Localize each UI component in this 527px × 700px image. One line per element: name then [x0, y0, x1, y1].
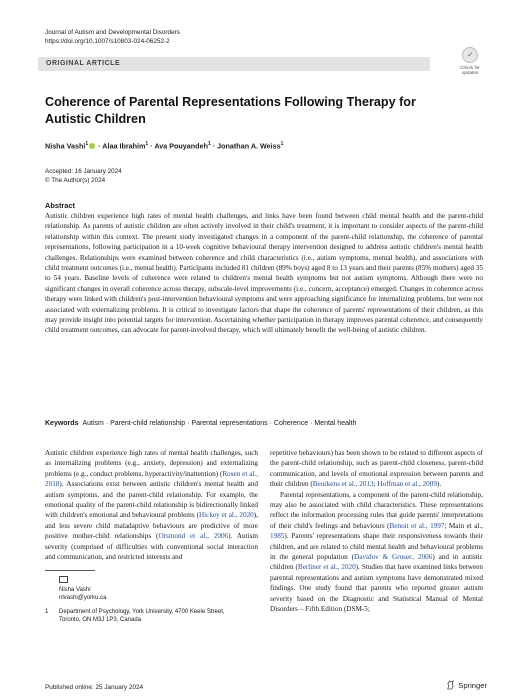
body-text: ). Studies that have examined links between parental representations and autism symptoms have demonstrated mixed findings. One study found that parents who reported greater autism severity based on the Diagnostic and Statistical Manual of Mental Disorders – Fifth Edition (DSM-5;: [270, 563, 483, 614]
body-column-left: [45, 448, 258, 562]
affiliation-text: Department of Psychology, York University, 4700 Keele Street, Toronto, ON M3J 1P3, Canada: [59, 609, 225, 623]
article-title: Coherence of Parental Representations Following Therapy for Autistic Children: [45, 95, 416, 126]
citation-link[interactable]: Beurkens et al., 2013: [312, 480, 374, 489]
abstract-heading: Abstract: [45, 201, 75, 210]
article-dates: [45, 167, 122, 185]
contact-name: Nisha Vashi: [59, 587, 91, 593]
footnote: [45, 576, 245, 630]
journal-doi[interactable]: https://doi.org/10.1007/s10803-024-06252-2: [45, 38, 170, 45]
body-text: repetitive behaviours) has been shown to be related to different aspects of the parent-child relationship, such as parent-child closeness, parent-child communication, and levels of emotional expression between parents and their children (: [270, 449, 483, 489]
body-text: Parental representations, a component of the parent-child relationship, may also be associated with child characteristics. These representations reflect the information processing rules that guide parents' interpretations of their child's feelings and behaviours (: [270, 490, 483, 530]
keywords-list: Autism · Parent-child relationship · Parental representations · Coherence · Mental health: [82, 420, 357, 427]
contact-author: [45, 576, 245, 602]
body-column-right: [270, 448, 483, 615]
author-affil-sup: 1: [145, 141, 149, 147]
body-text: ). Associations exist between autistic children's mental health and autism symptoms, and the parent-child relationship. For example, the emotional quality of the parent-child relationship is bidirectionally linked with children's emotional and behavioural problems (: [45, 480, 258, 520]
citation-link[interactable]: Berliner et al., 2020: [297, 563, 356, 572]
body-paragraph: [270, 490, 483, 615]
citation-link[interactable]: Orsmond et al., 2006: [158, 532, 229, 541]
author-name[interactable]: Ava Pouyandeh: [154, 141, 208, 151]
abstract-text: Autistic children experience high rates of mental health challenges, and links have been found between child mental health and the parent-child relationship. As parents of autistic children are often actively involved in their child's treatment, it is important to consider aspects of the parent-child relationship within this context. The present study investigated changes in a component of the parent-child relationship, the coherence of parental representations, following participation in a 10-week cognitive behavioural therapy intervention designed to address autistic children's mental health challenges. Relationships were examined between coherence and child characteristics (i.e., autism symptoms, mental health), and associations with child treatment outcomes (i.e., mental health). Participants included 81 children (89% boys) aged 8 to 13 years and their parents (85% mothers) aged 35 to 54 years. Baseline levels of coherence were related to children's mental health symptoms but not autism symptoms. Although there were no significant changes in overall coherence across therapy, subscale-level improvements (i.e., concern, acceptance) emerged. Changes in coherence across therapy were linked with children's post-intervention behavioural symptoms and were approaching significance for internalizing problems, but were not associated with externalizing problems. It is critical to investigate factors that shape the coherence of parents' representations of their children, as this may provide insight into potential targets for intervention. Ascertaining whether participation in therapy improves parental coherence, and consequently child treatment outcomes, can advocate for parent-involved therapy, which will ultimately benefit the well-being of autistic children.: [45, 212, 483, 335]
article-type-banner: ORIGINAL ARTICLE: [38, 57, 430, 71]
crossmark-label: Check for updates: [460, 65, 480, 75]
body-text: ), and less severe child maladaptive behaviours are predictive of more positive mother-child relationships (: [45, 511, 258, 541]
author-name[interactable]: Jonathan A. Weiss: [217, 141, 281, 151]
body-paragraph: [270, 448, 483, 490]
citation-link[interactable]: Hoffman et al., 2009: [377, 480, 437, 489]
body-text: ). Parents' representations shape their responsiveness towards their children, and are related to child mental health and behavioural problems in the general population (: [270, 532, 483, 562]
journal-name: Journal of Autism and Developmental Disorders: [45, 29, 180, 36]
body-text: ;: [373, 480, 378, 489]
author-affil-sup: 1: [85, 141, 89, 147]
body-paragraph: [45, 448, 258, 562]
copyright-line: © The Author(s) 2024: [45, 177, 106, 184]
crossmark-icon: ✓: [462, 47, 478, 63]
publisher-logo[interactable]: [446, 680, 487, 690]
body-text: ; Main et al.,: [444, 521, 484, 530]
publisher-name: Springer: [458, 680, 487, 690]
body-text: Autistic children experience high rates of mental health challenges, such as internalizing problems (e.g., anxiety, depression) and externalizing problems (e.g., conduct problems, hyperactivity/inattention) (: [45, 449, 258, 478]
footnote-divider: [45, 570, 95, 571]
author-name[interactable]: Nisha Vashi: [45, 141, 86, 151]
keywords: [45, 420, 356, 427]
body-text: ). Autism severity (comprised of difficulties with conventional social interaction and communication, and restricted interests and: [45, 532, 258, 562]
contact-email[interactable]: nlvashi@yorku.ca: [59, 595, 107, 601]
author-affil-sup: 1: [207, 141, 211, 147]
envelope-icon: [59, 576, 68, 583]
journal-header: [45, 28, 180, 46]
springer-horse-icon: [446, 680, 455, 690]
keywords-label: Keywords: [45, 420, 79, 427]
author-affil-sup: 1: [280, 141, 284, 147]
orcid-icon[interactable]: [89, 143, 95, 149]
author-list: Nisha Vashi$^1$ · Alaa Ibrahim$^1$ · Ava Pouyandeh$^1$ · Jonathan A. Weiss$^1$: [45, 141, 284, 151]
body-text: ).: [436, 480, 442, 489]
crossmark-badge[interactable]: [455, 47, 485, 81]
accepted-date: Accepted: 16 January 2024: [45, 168, 122, 175]
citation-link[interactable]: Hickey et al., 2020: [198, 511, 254, 520]
author-name[interactable]: Alaa Ibrahim: [102, 141, 146, 151]
citation-link[interactable]: Benoit et al., 1997: [389, 521, 445, 530]
body-text: ) and in autistic children (: [270, 553, 483, 572]
affiliation-number: 1: [45, 609, 49, 615]
published-date: Published online: 25 January 2024: [45, 684, 144, 691]
citation-link[interactable]: Rosen et al., 2018: [45, 469, 259, 489]
affiliation: [45, 608, 245, 624]
citation-link[interactable]: Davidov & Grusec, 2006: [354, 553, 433, 562]
citation-link[interactable]: 1985: [270, 532, 285, 541]
